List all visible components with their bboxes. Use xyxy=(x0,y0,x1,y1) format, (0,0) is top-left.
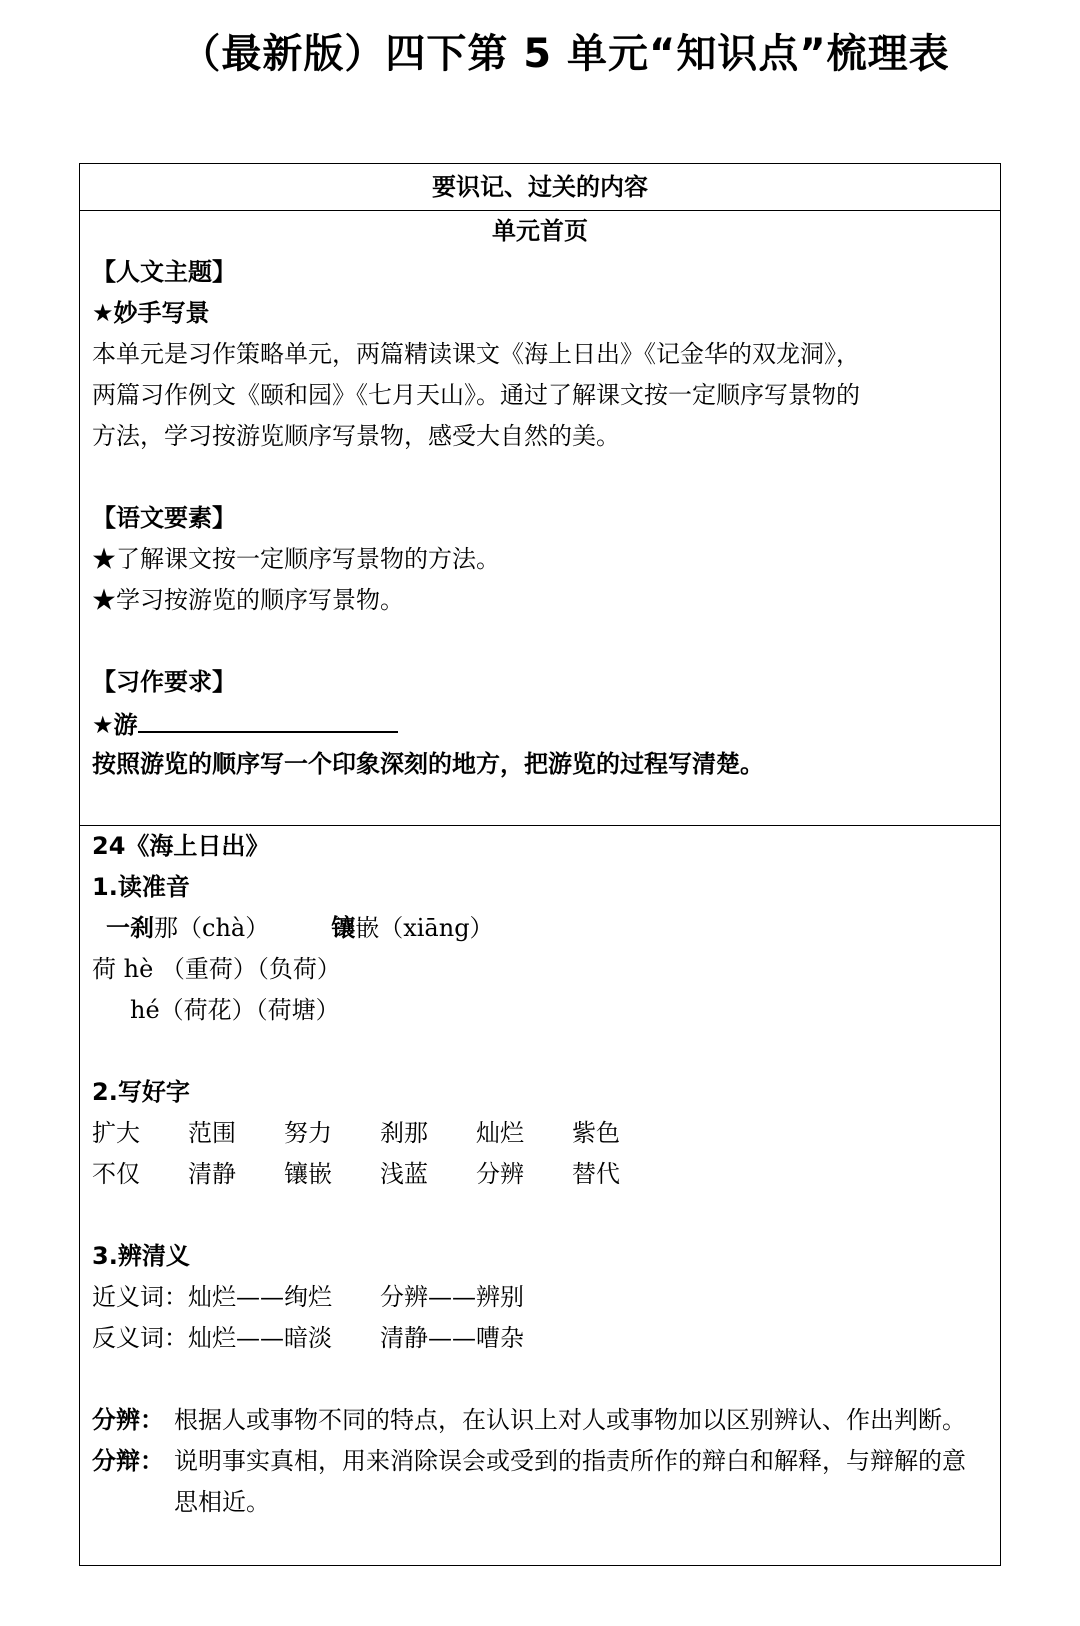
word: 镶嵌 xyxy=(284,1160,332,1188)
writing-prompt xyxy=(92,703,988,744)
antonyms-line: 反义词：灿烂——暗淡 清静——嘈杂 xyxy=(92,1324,524,1352)
write-label: 2.写好字 xyxy=(92,1078,190,1106)
pronounce-label: 1.读准音 xyxy=(92,873,190,901)
knowledge-table xyxy=(79,163,1001,1566)
writing-label: 【习作要求】 xyxy=(92,668,236,696)
pron-1-bold: 一刹 xyxy=(106,914,154,942)
words-row-2 xyxy=(92,1154,988,1195)
definition-1 xyxy=(92,1400,988,1441)
theme-line-2: 两篇习作例文《颐和园》《七月天山》。通过了解课文按一定顺序写景物的 xyxy=(92,381,860,409)
fill-blank xyxy=(138,703,398,733)
pron-2-bold: 镶 xyxy=(331,914,356,942)
pronounce-line-1 xyxy=(92,908,988,949)
def-1-term: 分辨： xyxy=(92,1406,164,1434)
theme-line-1: 本单元是习作策略单元，两篇精读课文《海上日出》《记金华的双龙洞》， xyxy=(92,340,860,368)
table-header: 要识记、过关的内容 xyxy=(432,173,648,201)
def-2-term: 分辩： xyxy=(92,1447,164,1475)
element-2: ★学习按游览的顺序写景物。 xyxy=(92,586,404,614)
pron-2-rest: 嵌（xiāng） xyxy=(355,914,494,942)
word: 范围 xyxy=(188,1119,236,1147)
word: 浅蓝 xyxy=(380,1160,428,1188)
document-title: （最新版）四下第 5 单元“知识点”梳理表 xyxy=(180,31,950,77)
word: 清静 xyxy=(188,1160,236,1188)
def-1-text: 根据人或事物不同的特点，在认识上对人或事物加以区别辨认、作出判断。 xyxy=(174,1406,966,1434)
elements-label: 【语文要素】 xyxy=(92,504,236,532)
word: 替代 xyxy=(572,1160,620,1188)
unit-home-section xyxy=(80,210,1000,825)
word: 努力 xyxy=(284,1119,332,1147)
writing-star: ★游 xyxy=(92,711,138,739)
theme-label: 【人文主题】 xyxy=(92,258,236,286)
unit-home-heading: 单元首页 xyxy=(492,217,588,245)
def-2-text: 说明事实真相，用来消除误会或受到的指责所作的辩白和解释，与辩解的意思相近。 xyxy=(174,1447,966,1516)
word: 灿烂 xyxy=(476,1119,524,1147)
word: 刹那 xyxy=(380,1119,428,1147)
word: 扩大 xyxy=(92,1119,140,1147)
words-row-1 xyxy=(92,1113,988,1154)
theme-star: ★妙手写景 xyxy=(92,299,210,327)
writing-desc: 按照游览的顺序写一个印象深刻的地方，把游览的过程写清楚。 xyxy=(92,750,764,778)
word: 紫色 xyxy=(572,1119,620,1147)
lesson-section xyxy=(80,825,1000,1565)
lesson-title: 24《海上日出》 xyxy=(92,832,270,860)
element-1: ★了解课文按一定顺序写景物的方法。 xyxy=(92,545,500,573)
synonyms-line: 近义词：灿烂——绚烂 分辨——辨别 xyxy=(92,1283,524,1311)
meaning-label: 3.辨清义 xyxy=(92,1242,190,1270)
pron-1-rest: 那（chà） xyxy=(154,914,270,942)
theme-line-3: 方法，学习按游览顺序写景物，感受大自然的美。 xyxy=(92,422,620,450)
pronounce-line-3: hé（荷花）（荷塘） xyxy=(130,996,340,1024)
word: 不仅 xyxy=(92,1160,140,1188)
word: 分辨 xyxy=(476,1160,524,1188)
definition-2 xyxy=(92,1441,988,1523)
pronounce-line-2: 荷 hè （重荷）（负荷） xyxy=(92,955,341,983)
